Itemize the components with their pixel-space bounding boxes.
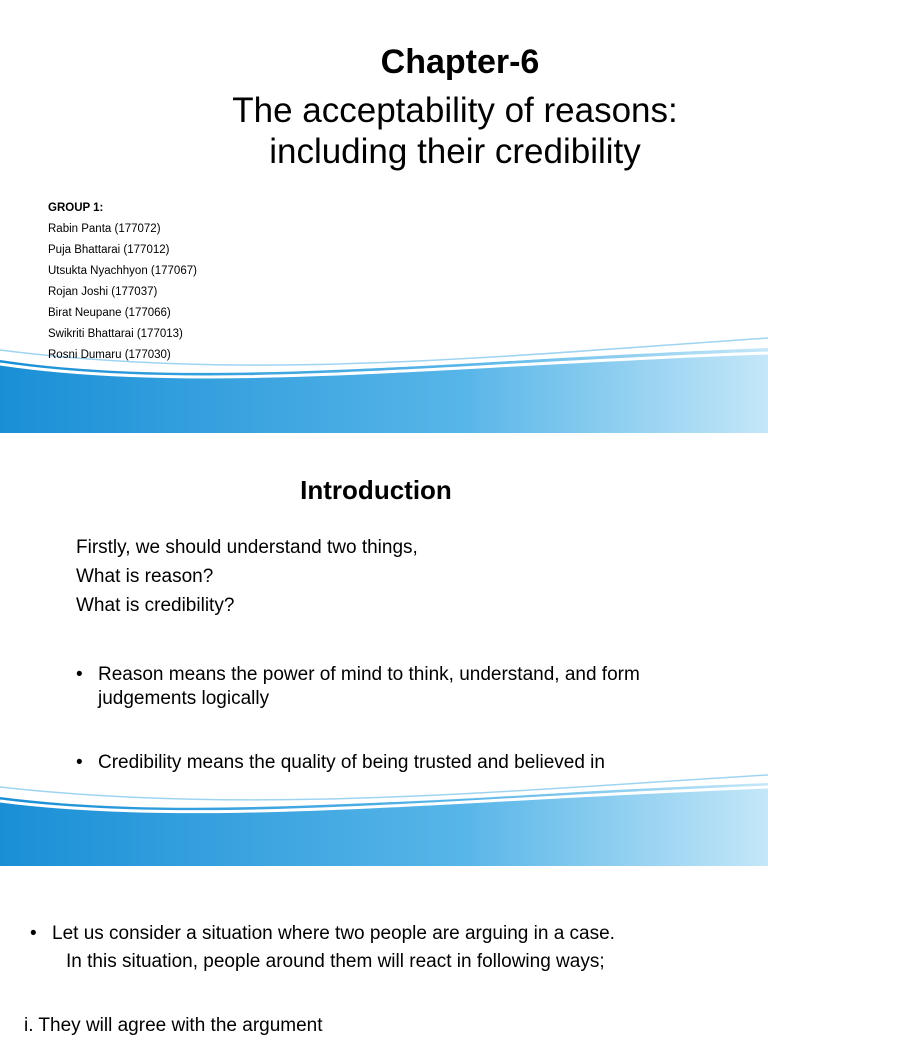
- intro-line: What is reason?: [76, 566, 214, 587]
- group-label: GROUP 1:: [48, 202, 104, 214]
- group-member: Swikriti Bhattarai (177013): [48, 328, 183, 340]
- bullet-dot: •: [76, 752, 83, 773]
- chapter-subtitle: The acceptability of reasons: including their credibility: [232, 91, 678, 171]
- situation-bullet: [30, 920, 615, 948]
- intro-title: Introduction: [300, 475, 452, 505]
- bullet-dot: •: [76, 664, 83, 685]
- group-member: Rosni Dumaru (177030): [48, 349, 171, 361]
- intro-line: What is credibility?: [76, 595, 235, 616]
- bullet-dot: •: [30, 923, 37, 944]
- slide-situation: [0, 866, 768, 1036]
- intro-line: Firstly, we should understand two things,: [76, 537, 418, 558]
- group-member: Rojan Joshi (177037): [48, 286, 158, 298]
- bullet-credibility: [76, 751, 716, 775]
- group-member: Birat Neupane (177066): [48, 307, 171, 319]
- group-list: [48, 198, 197, 366]
- situation-continuation: In this situation, people around them will react in following ways;: [66, 951, 605, 972]
- chapter-title: Chapter-6: [380, 43, 540, 81]
- group-member: Puja Bhattarai (177012): [48, 244, 170, 256]
- bullet-text: Reason means the power of mind to think, understand, and form judgements logically: [98, 664, 640, 709]
- wave-decoration: [0, 773, 768, 866]
- group-member: Rabin Panta (177072): [48, 223, 161, 235]
- bullet-text: Credibility means the quality of being trusted and believed in: [98, 752, 605, 773]
- slide-introduction: [0, 433, 768, 866]
- intro-lines: [76, 533, 418, 620]
- situation-text: [24, 920, 615, 1036]
- bullet-reason: [76, 663, 716, 711]
- partial-list-item: i. They will agree with the argument: [24, 1015, 323, 1036]
- slide-title: [0, 0, 768, 433]
- bullet-text: Let us consider a situation where two people are arguing in a case.: [52, 923, 615, 944]
- group-member: Utsukta Nyachhyon (177067): [48, 265, 197, 277]
